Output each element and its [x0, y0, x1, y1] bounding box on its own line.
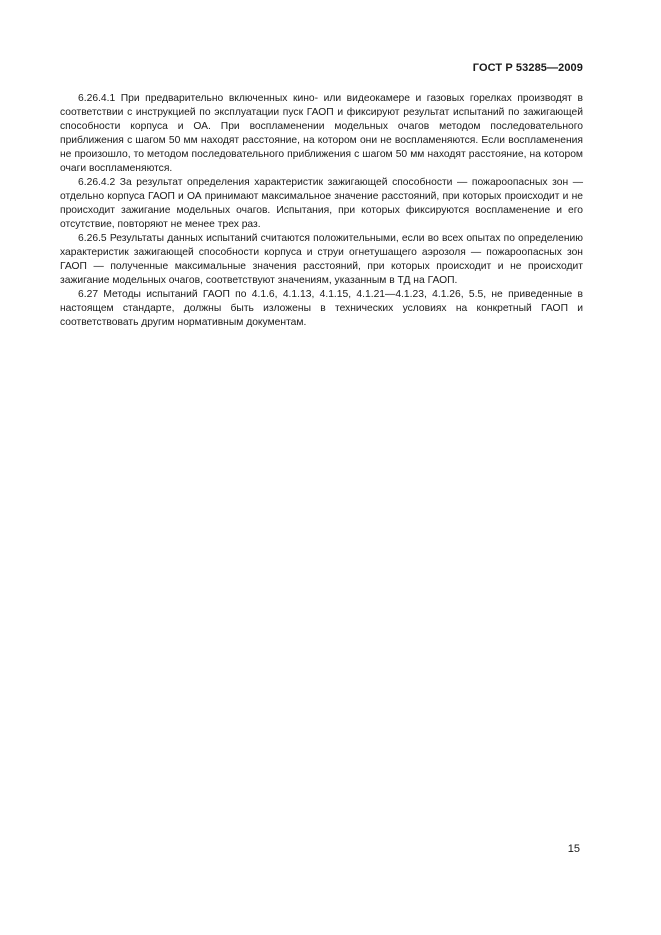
document-header: ГОСТ Р 53285—2009 — [472, 62, 583, 74]
paragraph-6-26-5: 6.26.5 Результаты данных испытаний считаются положительными, если во всех опытах по определению характеристик зажигающей способности корпуса и струи огнетушащего аэрозоля — пожароопасных зон ГАОП — полученные максимальные значения расстояний, при которых происходит и не происходит зажигание модельных очагов, соответствуют значениям, указанным в ТД на ГАОП. — [60, 233, 583, 286]
paragraph-6-27: 6.27 Методы испытаний ГАОП по 4.1.6, 4.1.13, 4.1.15, 4.1.21—4.1.23, 4.1.26, 5.5, не приведенные в настоящем стандарте, должны быть изложены в технических условиях на конкретный ГАОП и соответствовать другим нормативным документам. — [60, 289, 583, 328]
paragraph-6-26-4-2: 6.26.4.2 За результат определения характеристик зажигающей способности — пожароопасных зон — отдельно корпуса ГАОП и ОА принимают максимальное значение расстояний, при которых происходит и не происходит зажигание модельных очагов. Испытания, при которых фиксируются воспламенение и его отсутствие, повторяют не менее трех раз. — [60, 177, 583, 230]
document-body — [60, 92, 583, 330]
paragraph-6-26-4-1: 6.26.4.1 При предварительно включенных кино- или видеокамере и газовых горелках производят в соответствии с инструкцией по эксплуатации пуск ГАОП и фиксируют результат испытаний по зажигающей способности корпуса и ОА. При воспламенении модельных очагов методом последовательного приближения с шагом 50 мм находят расстояние, на котором они не воспламеняются. Если воспламенения не произошло, то методом последовательного приближения с шагом 50 мм находят расстояние, на котором очаги воспламеняются. — [60, 93, 583, 174]
page-number: 15 — [567, 843, 580, 855]
